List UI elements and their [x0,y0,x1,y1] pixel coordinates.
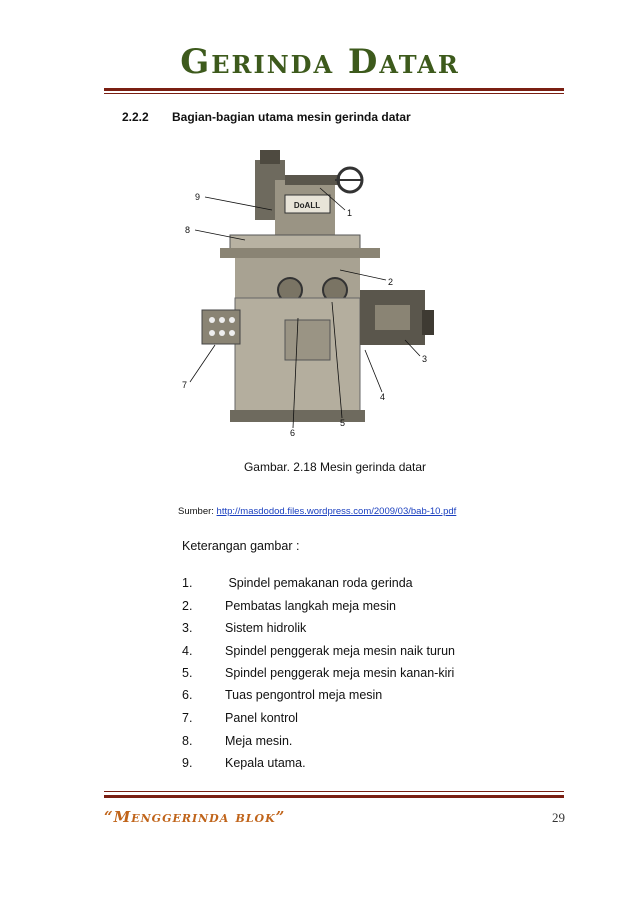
section-heading [122,110,411,124]
figure-caption: Gambar. 2.18 Mesin gerinda datar [243,460,427,474]
footer-rule [104,795,564,798]
callout-7: 7 [182,380,188,390]
callout-1: 1 [347,208,353,218]
figure-source [178,506,456,517]
callout-6: 6 [290,428,296,438]
legend-item: 7. Panel kontrol [182,711,298,725]
callout-4: 4 [380,392,386,402]
source-link[interactable]: http://masdodod.files.wordpress.com/2009/03/bab-10.pdf [216,506,457,517]
machine-figure [160,140,470,440]
section-number: 2.2.2 [122,110,149,124]
callout-2: 2 [388,277,394,287]
legend-item: 3. Sistem hidrolik [182,621,307,635]
source-label: Sumber: [178,506,214,517]
section-title: Bagian-bagian utama mesin gerinda datar [172,110,411,124]
callout-5: 5 [340,418,346,428]
callout-8: 8 [185,225,191,235]
page-number: 29 [552,810,565,825]
legend-item: 8. Meja mesin. [182,734,293,748]
header-rule-thin [104,93,564,94]
page-title: Gerinda Datar [180,42,460,82]
legend-item: 4. Spindel penggerak meja mesin naik turun [182,644,455,658]
brand-plate: DoALL [293,201,321,210]
legend-item: 1. Spindel pemakanan roda gerinda [182,576,413,590]
callout-9: 9 [195,192,201,202]
legend-title: Keterangan gambar : [182,539,300,553]
header-rule [104,88,564,91]
legend-item: 9. Kepala utama. [182,756,306,770]
legend-item: 2. Pembatas langkah meja mesin [182,599,396,613]
footer-label: “Menggerinda blok” [104,808,286,826]
callout-3: 3 [422,354,428,364]
footer-rule-thin [104,791,564,792]
legend-item: 5. Spindel penggerak meja mesin kanan-kiri [182,666,455,680]
legend-item: 6. Tuas pengontrol meja mesin [182,688,383,702]
